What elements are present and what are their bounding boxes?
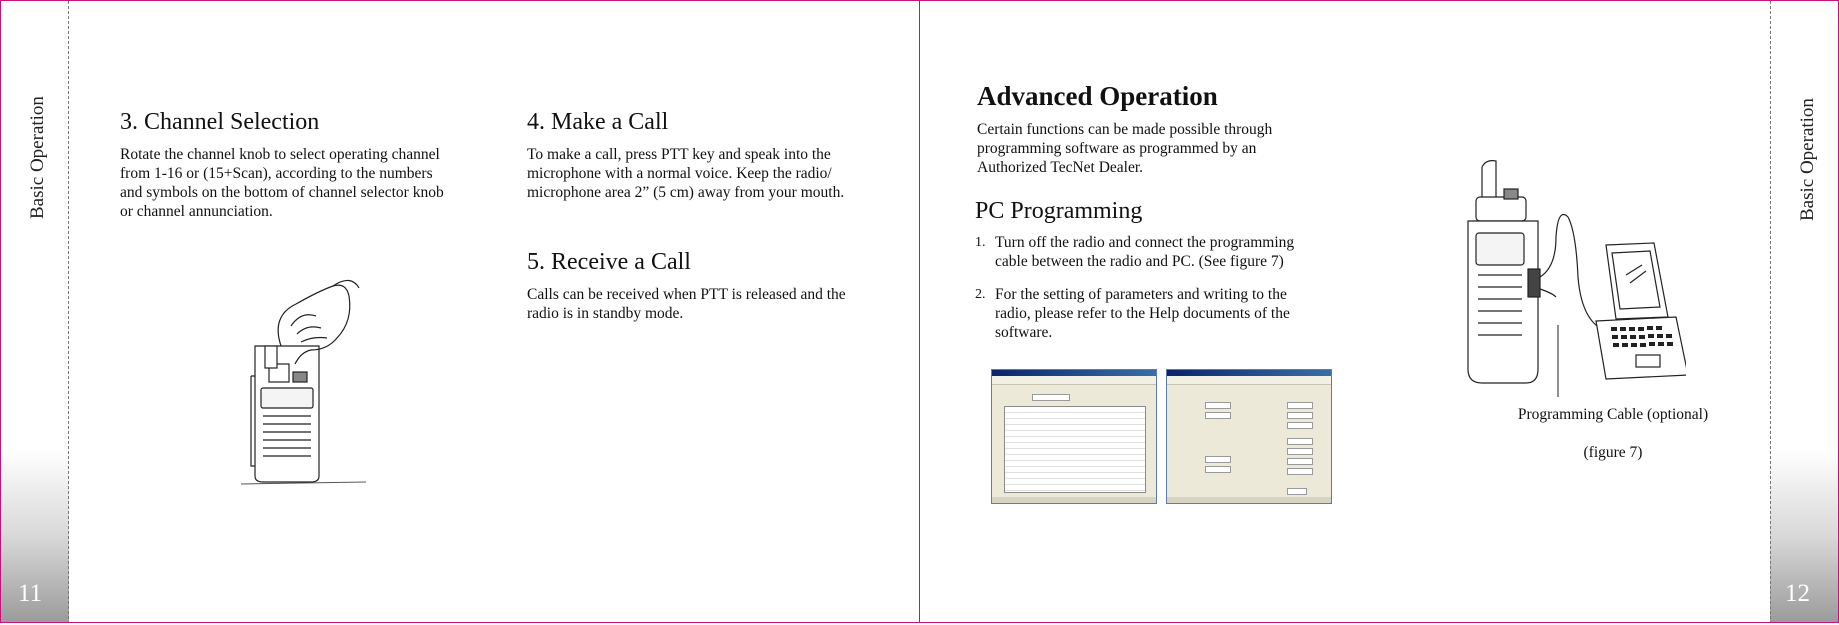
figure-caption: Programming Cable (optional) xyxy=(1517,406,1709,423)
intro-line-1: Certain functions can be made possible through xyxy=(977,121,1273,138)
left-page xyxy=(0,0,920,623)
channel-selection-heading: 3. Channel Selection xyxy=(120,109,320,135)
step-1-line-1: Turn off the radio and connect the programming xyxy=(995,234,1295,251)
make-call-line-3: microphone area 2” (5 cm) away from your mouth. xyxy=(527,184,845,201)
step-2-line-3: software. xyxy=(995,324,1053,341)
software-screenshot-channels xyxy=(991,369,1157,504)
make-call-heading: 4. Make a Call xyxy=(527,109,669,135)
advanced-intro-text xyxy=(977,120,1341,177)
right-page-number: 12 xyxy=(1785,580,1810,607)
left-page-number: 11 xyxy=(18,580,43,607)
step-2-line-2: radio, please refer to the Help documents of the xyxy=(995,305,1290,322)
advanced-operation-title: Advanced Operation xyxy=(977,81,1218,111)
channel-selection-line-1: Rotate the channel knob to select operating channel xyxy=(120,146,440,163)
right-side-label: Basic Operation xyxy=(1797,98,1818,221)
receive-call-line-2: radio is in standby mode. xyxy=(527,305,684,322)
step-1 xyxy=(975,233,1341,271)
channel-selection-line-3: and symbols on the bottom of channel selector knob xyxy=(120,184,444,201)
left-side-label: Basic Operation xyxy=(27,96,48,219)
pc-programming-steps xyxy=(975,233,1341,356)
channel-selection-line-4: or channel annunciation. xyxy=(120,203,273,220)
make-call-text xyxy=(527,145,884,202)
intro-line-2: programming software as programmed by an xyxy=(977,140,1257,157)
step-1-line-2: cable between the radio and PC. (See figure 7) xyxy=(995,253,1284,270)
make-call-line-1: To make a call, press PTT key and speak into the xyxy=(527,146,831,163)
programming-cable-illustration xyxy=(1456,157,1686,397)
step-1-number: 1. xyxy=(975,235,986,250)
right-page xyxy=(919,0,1839,623)
figure-label: (figure 7) xyxy=(1583,444,1643,461)
receive-call-line-1: Calls can be received when PTT is released and the xyxy=(527,286,846,303)
channel-selection-line-2: from 1-16 or (15+Scan), according to the numbers xyxy=(120,165,433,182)
channel-selection-text xyxy=(120,145,477,221)
make-call-line-2: microphone with a normal voice. Keep the radio/ xyxy=(527,165,832,182)
intro-line-3: Authorized TecNet Dealer. xyxy=(977,159,1144,176)
step-2-line-1: For the setting of parameters and writing to the xyxy=(995,286,1287,303)
step-2 xyxy=(975,285,1341,342)
right-side-tab xyxy=(1770,1,1838,623)
software-screenshot-settings xyxy=(1166,369,1332,504)
step-2-number: 2. xyxy=(975,287,986,302)
channel-knob-illustration xyxy=(241,276,366,486)
receive-call-heading: 5. Receive a Call xyxy=(527,249,691,275)
left-side-tab xyxy=(1,1,69,623)
receive-call-text xyxy=(527,285,884,323)
pc-programming-heading: PC Programming xyxy=(975,198,1143,224)
